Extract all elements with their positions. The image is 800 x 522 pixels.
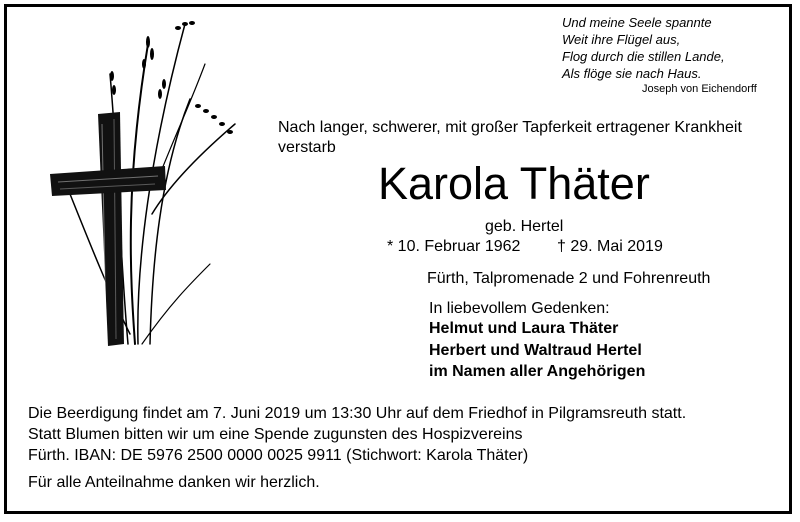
funeral-info — [28, 403, 686, 466]
residence: Fürth, Talpromenade 2 und Fohrenreuth — [427, 270, 711, 287]
intro-text — [278, 118, 742, 158]
deceased-name: Karola Thäter — [378, 158, 650, 209]
cross-with-grass-illustration — [40, 14, 240, 364]
mourner-name: im Namen aller Angehörigen — [429, 363, 646, 380]
death-date: † 29. Mai 2019 — [557, 238, 663, 255]
birth-date: * 10. Februar 1962 — [387, 238, 521, 255]
poem-line: Weit ihre Flügel aus, — [562, 32, 681, 47]
intro-line: Nach langer, schwerer, mit großer Tapferkeit ertragener Krankheit — [278, 119, 742, 136]
poem — [562, 14, 725, 82]
maiden-name: geb. Hertel — [485, 218, 564, 235]
thanks-text: Für alle Anteilnahme danken wir herzlich. — [28, 474, 320, 491]
mourner-name: Herbert und Waltraud Hertel — [429, 342, 642, 359]
poem-line: Flog durch die stillen Lande, — [562, 49, 725, 64]
mourner-name: Helmut und Laura Thäter — [429, 320, 619, 337]
poem-line: Als flöge sie nach Haus. — [562, 66, 702, 81]
funeral-line: Statt Blumen bitten wir um eine Spende zugunsten des Hospizvereins — [28, 426, 523, 443]
funeral-line: Fürth. IBAN: DE 5976 2500 0000 0025 9911 (Stichwort: Karola Thäter) — [28, 447, 529, 464]
intro-line: verstarb — [278, 139, 336, 156]
mourners-intro: In liebevollem Gedenken: — [429, 300, 610, 317]
poem-line: Und meine Seele spannte — [562, 15, 712, 30]
funeral-line: Die Beerdigung findet am 7. Juni 2019 um 13:30 Uhr auf dem Friedhof in Pilgramsreuth statt. — [28, 405, 687, 422]
poem-author: Joseph von Eichendorff — [642, 83, 757, 95]
